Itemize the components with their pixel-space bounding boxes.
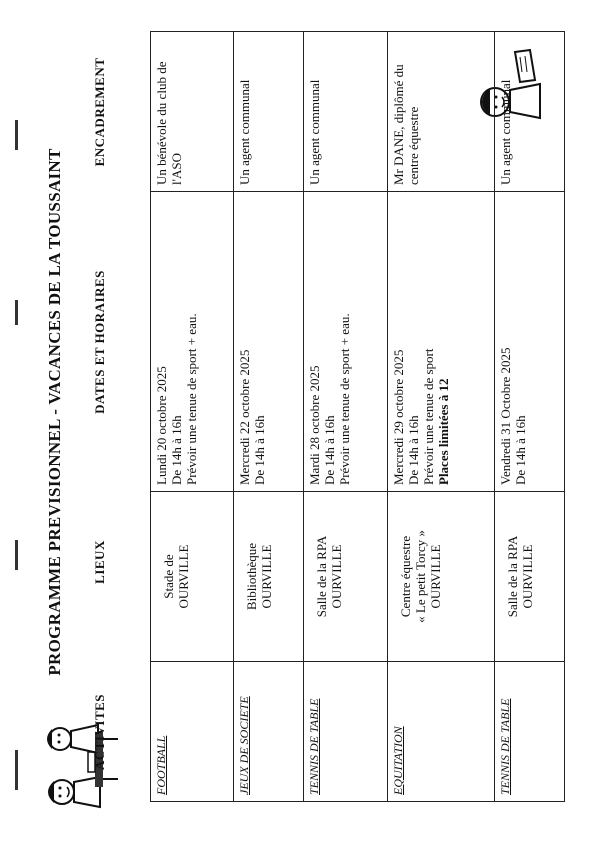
location-line: OURVILLE — [329, 544, 345, 609]
supervision-cell: Un agent communal — [304, 32, 387, 192]
location-line: Salle de la RPA — [314, 535, 330, 618]
dates-line: Mercredi 22 octobre 2025 — [237, 349, 253, 485]
location-line: OURVILLE — [427, 544, 443, 609]
dates-line: Prévoir une tenue de sport + eau. — [184, 313, 199, 485]
supervision-cell: Mr DANE, diplômé du centre équestre — [387, 32, 494, 192]
location-cell — [151, 492, 234, 662]
dates-cell — [151, 192, 234, 492]
location-line: OURVILLE — [176, 544, 191, 609]
header-lieux: LIEUX — [92, 540, 107, 584]
dates-line: De 14h à 16h — [405, 415, 421, 485]
dates-cell — [387, 192, 494, 492]
header-dates: DATES ET HORAIRES — [92, 270, 107, 414]
activity-cell: JEUX DE SOCIETE — [234, 662, 304, 802]
location-line: Bibliothèque — [244, 542, 260, 611]
header-encadrement: ENCADREMENT — [92, 57, 107, 167]
location-line: OURVILLE — [259, 544, 275, 609]
supervision-cell: Un agent communal — [494, 32, 564, 192]
table-row — [304, 32, 387, 802]
activity-cell: TENNIS DE TABLE — [304, 662, 387, 802]
activity-cell: EQUITATION — [387, 662, 494, 802]
dates-line: Prévoir une tenue de sport — [420, 348, 436, 485]
table-row — [151, 32, 234, 802]
table-row — [387, 32, 494, 802]
location-cell — [387, 492, 494, 662]
location-line: « Le petit Torcy » — [412, 530, 428, 623]
dates-line: Vendredi 31 Octobre 2025 — [497, 347, 513, 485]
dates-line: De 14h à 16h — [322, 415, 338, 485]
dates-line: Mardi 28 octobre 2025 — [307, 365, 323, 485]
location-cell — [304, 492, 387, 662]
dates-line: De 14h à 16h — [252, 415, 268, 485]
table-row — [494, 32, 564, 802]
dates-line: De 14h à 16h — [169, 415, 184, 485]
dates-line: De 14h à 16h — [512, 415, 528, 485]
activities-table — [150, 31, 565, 802]
location-line: Stade de — [161, 554, 176, 599]
dates-cell — [234, 192, 304, 492]
places-limit-note: Places limitées à 12 — [435, 378, 451, 485]
dates-line: Prévoir une tenue de sport + eau. — [337, 313, 353, 485]
dates-cell — [304, 192, 387, 492]
column-headers — [92, 32, 122, 802]
activity-cell: FOOTBALL — [151, 662, 234, 802]
dates-cell — [494, 192, 564, 492]
supervision-cell: Un bénévole du club de l'ASO — [151, 32, 234, 192]
activity-cell: TENNIS DE TABLE — [494, 662, 564, 802]
location-cell — [234, 492, 304, 662]
location-cell — [494, 492, 564, 662]
dates-line: Lundi 20 octobre 2025 — [154, 366, 169, 485]
location-line: Centre équestre — [397, 535, 413, 618]
table-row — [234, 32, 304, 802]
supervision-cell: Un agent communal — [234, 32, 304, 192]
page-title: PROGRAMME PREVISIONNEL - VACANCES DE LA TOUSSAINT — [45, 148, 64, 676]
header-activites: ACTIVITES — [92, 693, 107, 771]
location-line: Salle de la RPA — [504, 535, 520, 618]
location-line: OURVILLE — [519, 544, 535, 609]
dates-line: Mercredi 29 octobre 2025 — [390, 349, 406, 485]
